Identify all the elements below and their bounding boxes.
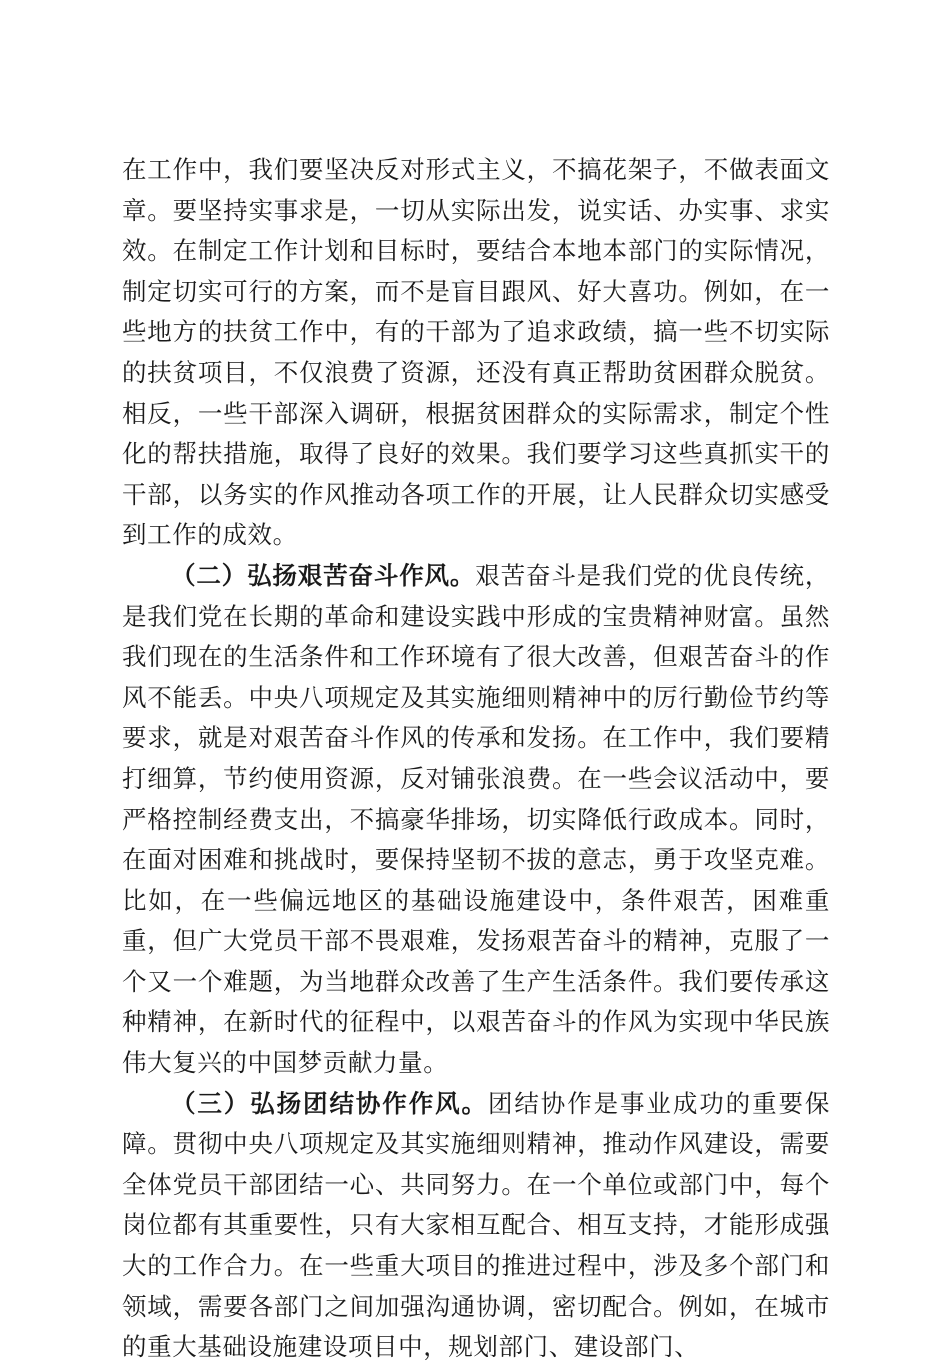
paragraph-1: [122, 150, 830, 556]
paragraph-2: [122, 556, 830, 1084]
document-body: [122, 150, 830, 1368]
paragraph-2-text: 艰苦奋斗是我们党的优良传统，是我们党在长期的革命和建设实践中形成的宝贵精神财富。虽然我们现在的生活条件和工作环境有了很大改善，但艰苦奋斗的作风不能丢。中央八项规定及其实施细则精神中的厉行勤俭节约等要求，就是对艰苦奋斗作风的传承和发扬。在工作中，我们要精打细算，节约使用资源，反对铺张浪费。在一些会议活动中，要严格控制经费支出，不搞豪华排场，切实降低行政成本。同时，在面对困难和挑战时，要保持坚韧不拔的意志，勇于攻坚克难。比如，在一些偏远地区的基础设施建设中，条件艰苦，困难重重，但广大党员干部不畏艰难，发扬艰苦奋斗的精神，克服了一个又一个难题，为当地群众改善了生产生活条件。我们要传承这种精神，在新时代的征程中，以艰苦奋斗的作风为实现中华民族伟大复兴的中国梦贡献力量。: [122, 560, 831, 1078]
section-heading-2: （二）弘扬艰苦奋斗作风。: [171, 560, 476, 590]
section-heading-3: （三）弘扬团结协作作风。: [171, 1088, 488, 1118]
paragraph-1-text: 在工作中，我们要坚决反对形式主义，不搞花架子，不做表面文章。要坚持实事求是，一切从实际出发，说实话、办实事、求实效。在制定工作计划和目标时，要结合本地本部门的实际情况，制定切实可行的方案，而不是盲目跟风、好大喜功。例如，在一些地方的扶贫工作中，有的干部为了追求政绩，搞一些不切实际的扶贫项目，不仅浪费了资源，还没有真正帮助贫困群众脱贫。相反，一些干部深入调研，根据贫困群众的实际需求，制定个性化的帮扶措施，取得了良好的效果。我们要学习这些真抓实干的干部，以务实的作风推动各项工作的开展，让人民群众切实感受到工作的成效。: [122, 155, 830, 550]
paragraph-3-text: 团结协作是事业成功的重要保障。贯彻中央八项规定及其实施细则精神，推动作风建设，需要全体党员干部团结一心、共同努力。在一个单位或部门中，每个岗位都有其重要性，只有大家相互配合、相互支持，才能形成强大的工作合力。在一些重大项目的推进过程中，涉及多个部门和领域，需要各部门之间加强沟通协调，密切配合。例如，在城市的重大基础设施建设项目中，规划部门、建设部门、: [122, 1088, 830, 1362]
paragraph-3: [122, 1084, 830, 1368]
